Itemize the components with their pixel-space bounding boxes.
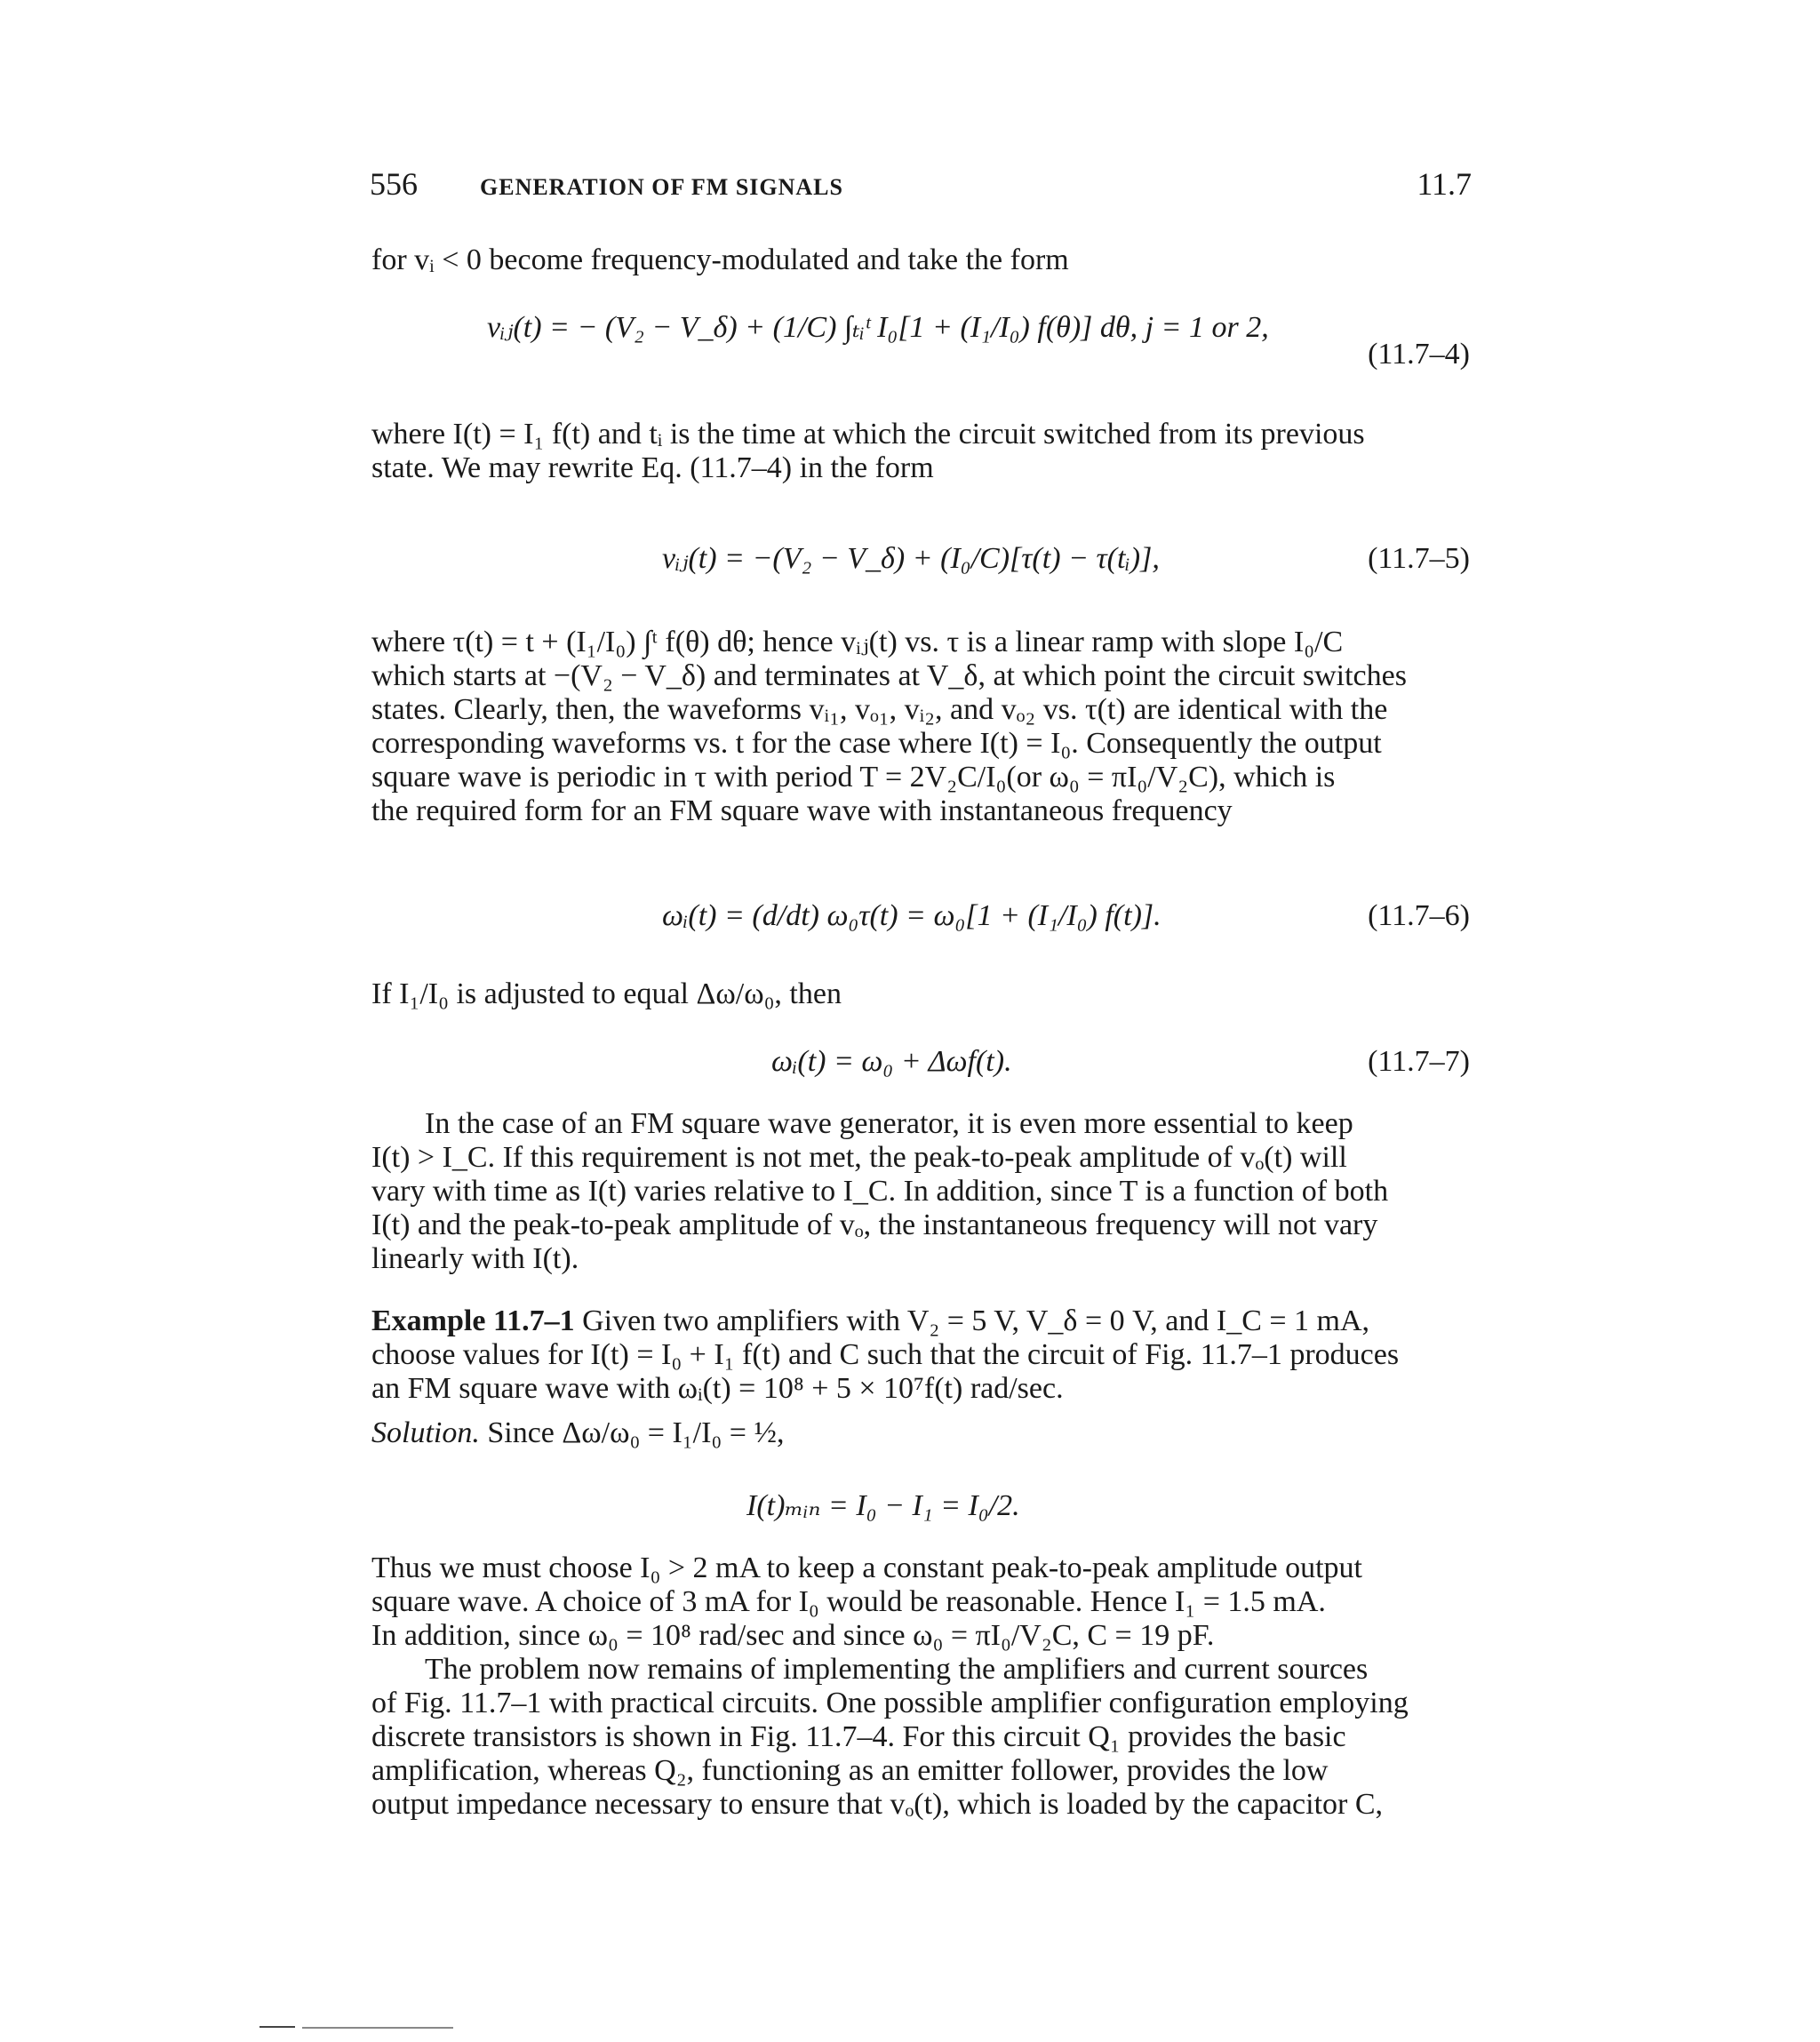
text-line: output impedance necessary to ensure that vₒ(t), which is loaded by the capacitor C, — [371, 1788, 1384, 1821]
text-line: amplification, whereas Q₂, functioning as an emitter follower, provides the low — [371, 1754, 1329, 1787]
text-line: The problem now remains of implementing the amplifiers and current sources — [425, 1653, 1369, 1686]
example-11-7-1 — [371, 1304, 1470, 1450]
text-line: Thus we must choose I₀ > 2 mA to keep a constant peak-to-peak amplitude output — [371, 1551, 1362, 1584]
paragraph-6 — [371, 1551, 1470, 1822]
text-line: the required form for an FM square wave with instantaneous frequency — [371, 794, 1233, 827]
running-head: GENERATION OF FM SIGNALS — [480, 174, 843, 200]
text-line: where τ(t) = t + (I₁/I₀) ∫ᵗ f(θ) dθ; hence vᵢⱼ(t) vs. τ is a linear ramp with slope I₀/C — [371, 626, 1344, 658]
equation-11-7-6: ωᵢ(t) = (d/dt) ω₀τ(t) = ω₀[1 + (I₁/I₀) f(t)]. — [662, 899, 1161, 932]
scan-artifact — [302, 2027, 453, 2029]
text-line: for vᵢ < 0 become frequency-modulated and take the form — [371, 243, 1069, 276]
equation-11-7-7: ωᵢ(t) = ω₀ + Δωf(t). — [771, 1045, 1012, 1078]
paragraph-4 — [371, 977, 1470, 1011]
text-line: square wave is periodic in τ with period T = 2V₂C/I₀(or ω₀ = πI₀/V₂C), which is — [371, 761, 1336, 794]
equation-11-7-5: vᵢⱼ(t) = −(V₂ − V_δ) + (I₀/C)[τ(t) − τ(tᵢ)], — [662, 542, 1160, 575]
text-line: states. Clearly, then, the waveforms vᵢ₁, vₒ₁, vᵢ₂, and vₒ₂ vs. τ(t) are identical with the — [371, 693, 1388, 726]
equation-number: (11.7–5) — [1368, 542, 1470, 575]
text-line: In addition, since ω₀ = 10⁸ rad/sec and since ω₀ = πI₀/V₂C, C = 19 pF. — [371, 1619, 1215, 1652]
paragraph-2 — [371, 418, 1470, 485]
text-line: discrete transistors is shown in Fig. 11.7–4. For this circuit Q₁ provides the basic — [371, 1720, 1346, 1753]
paragraph-intro — [371, 243, 1470, 277]
equation-number: (11.7–4) — [1368, 338, 1470, 371]
page-number: 556 — [370, 166, 418, 202]
text-line: choose values for I(t) = I₀ + I₁ f(t) and C such that the circuit of Fig. 11.7–1 produces — [371, 1338, 1400, 1371]
text-line: corresponding waveforms vs. t for the case where I(t) = I₀. Consequently the output — [371, 727, 1382, 760]
text-line: an FM square wave with ωᵢ(t) = 10⁸ + 5 × 10⁷f(t) rad/sec. — [371, 1372, 1064, 1405]
text-line: I(t) > I_C. If this requirement is not met, the peak-to-peak amplitude of vₒ(t) will — [371, 1141, 1347, 1174]
text-line: If I₁/I₀ is adjusted to equal Δω/ω₀, then — [371, 977, 842, 1010]
equation-number: (11.7–7) — [1368, 1045, 1470, 1078]
text-line: of Fig. 11.7–1 with practical circuits. One possible amplifier configuration employing — [371, 1687, 1409, 1719]
text-line — [371, 1416, 1470, 1450]
example-title: Example 11.7–1 — [371, 1304, 575, 1337]
paragraph-5 — [371, 1107, 1470, 1276]
section-number: 11.7 — [1417, 166, 1472, 202]
equation-11-7-4: vᵢⱼ(t) = − (V₂ − V_δ) + (1/C) ∫ₜᵢᵗ I₀[1 + (I₁/I₀) f(θ)] dθ, j = 1 or 2, — [487, 311, 1269, 344]
text-line — [371, 1304, 1470, 1338]
text-line: state. We may rewrite Eq. (11.7–4) in the form — [371, 451, 934, 484]
scan-artifact — [259, 2026, 295, 2028]
page-header — [370, 167, 1472, 206]
solution-label: Solution. — [371, 1416, 480, 1449]
text-line: In the case of an FM square wave generator, it is even more essential to keep — [425, 1107, 1353, 1140]
text-line: linearly with I(t). — [371, 1242, 579, 1275]
text-line: where I(t) = I₁ f(t) and tᵢ is the time at which the circuit switched from its previous — [371, 418, 1365, 451]
equation-i-min: I(t)ₘᵢₙ = I₀ − I₁ = I₀/2. — [746, 1489, 1020, 1522]
text-line: vary with time as I(t) varies relative to I_C. In addition, since T is a function of both — [371, 1175, 1389, 1208]
solution-text: Since Δω/ω₀ = I₁/I₀ = ½, — [487, 1416, 785, 1449]
equation-number: (11.7–6) — [1368, 899, 1470, 932]
example-text: Given two amplifiers with V₂ = 5 V, V_δ = 0 V, and I_C = 1 mA, — [582, 1304, 1370, 1337]
text-line: I(t) and the peak-to-peak amplitude of vₒ, the instantaneous frequency will not vary — [371, 1208, 1378, 1241]
paragraph-3 — [371, 626, 1470, 828]
text-line: square wave. A choice of 3 mA for I₀ would be reasonable. Hence I₁ = 1.5 mA. — [371, 1585, 1326, 1618]
text-line: which starts at −(V₂ − V_δ) and terminates at V_δ, at which point the circuit switches — [371, 659, 1407, 692]
